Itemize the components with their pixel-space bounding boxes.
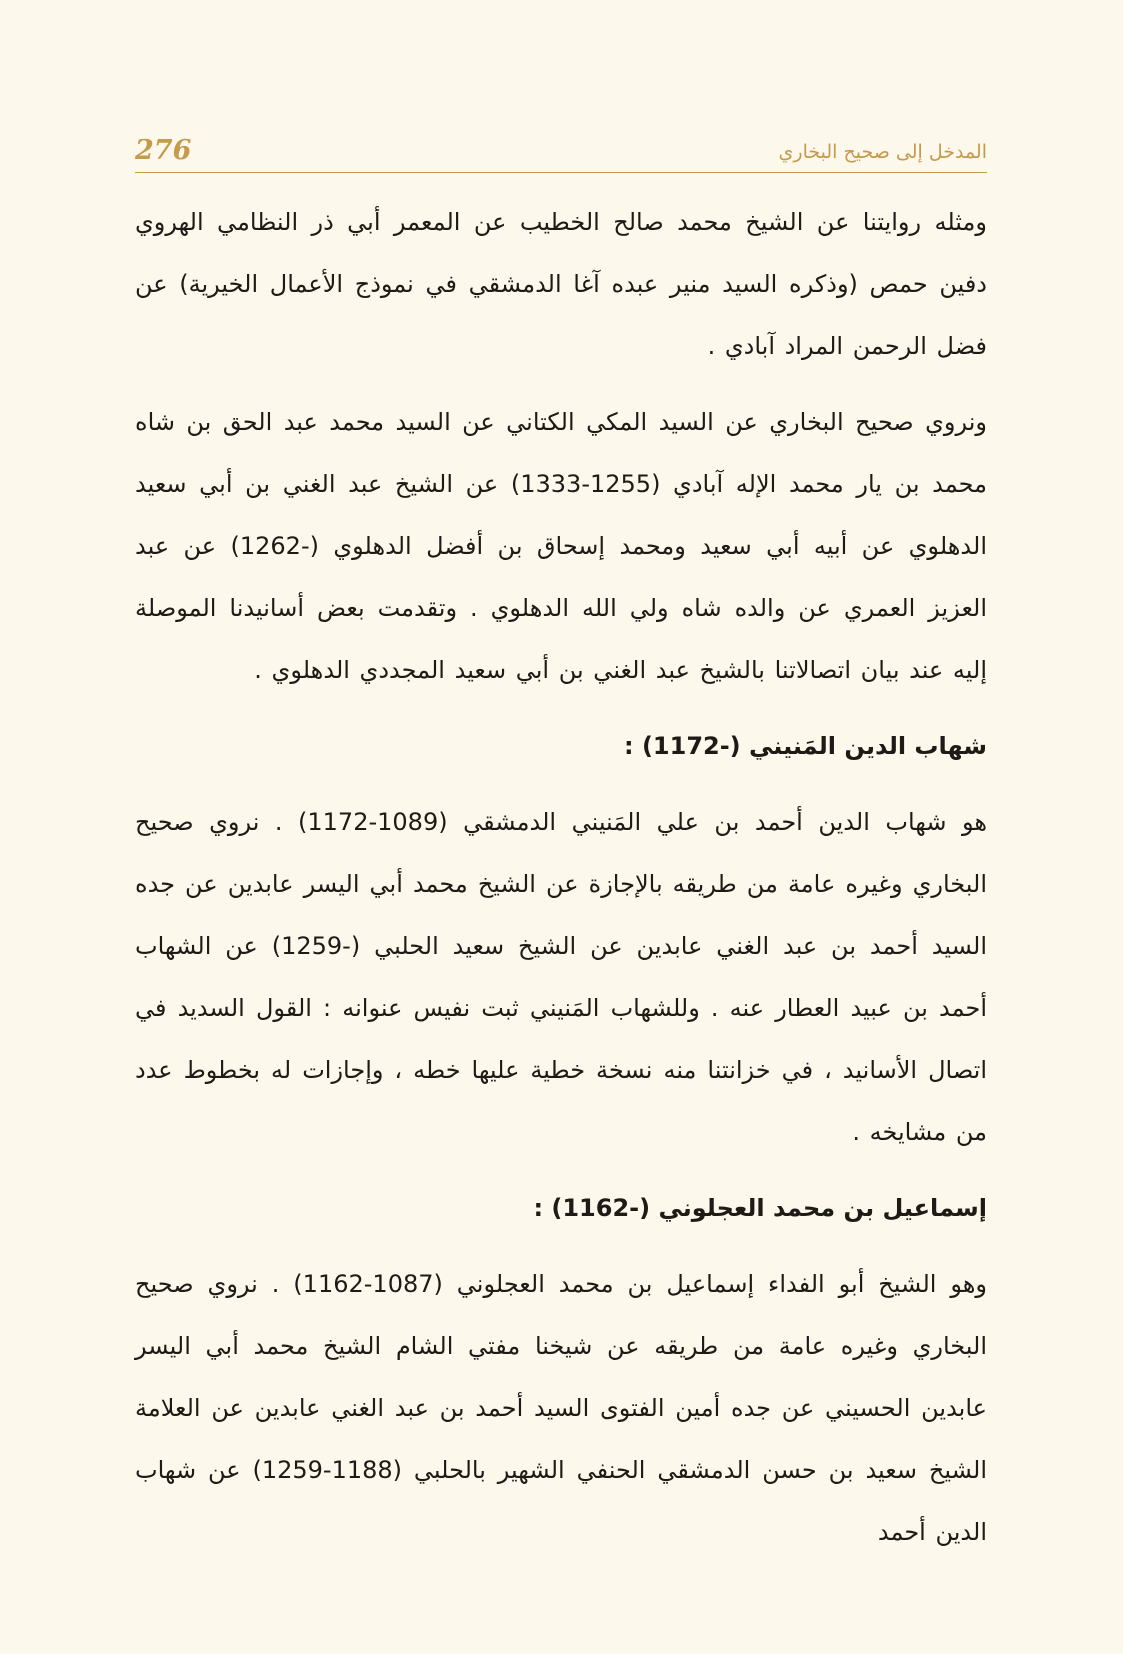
paragraph-2: ونروي صحيح البخاري عن السيد المكي الكتاني عن السيد محمد عبد الحق بن شاه محمد بن يار محمد الإله آبادي (1255-1333) عن الشيخ عبد الغني بن أبي سعيد الدهلوي عن أبيه أبي سعيد ومحمد إسحاق بن أفضل الدهلوي (-1262) عن عبد العزيز العمري عن والده شاه ولي الله الدهلوي . وتقدمت بعض أسانيدنا الموصلة إليه عند بيان اتصالاتنا بالشيخ عبد الغني بن أبي سعيد المجددي الدهلوي . xyxy=(135,408,988,684)
page-number: 276 xyxy=(135,135,192,166)
running-header xyxy=(135,128,987,173)
paragraph-1: ومثله روايتنا عن الشيخ محمد صالح الخطيب عن المعمر أبي ذر النظامي الهروي دفين حمص (وذكره السيد منير عبده آغا الدمشقي في نموذج الأعمال الخيرية) عن فضل الرحمن المراد آبادي . xyxy=(135,208,987,360)
book-title: المدخل إلى صحيح البخاري xyxy=(778,141,987,163)
section-heading-manini: شهاب الدين المَنيني (-1172) : xyxy=(624,732,987,760)
section-heading-ajluni: إسماعيل بن محمد العجلوني (-1162) : xyxy=(533,1194,987,1222)
paragraph-3: هو شهاب الدين أحمد بن علي المَنيني الدمشقي (1089-1172) . نروي صحيح البخاري وغيره عامة من طريقه بالإجازة عن الشيخ محمد أبي اليسر عابدين عن جده السيد أحمد بن عبد الغني عابدين عن الشيخ سعيد الحلبي (-1259) عن الشهاب أحمد بن عبيد العطار عنه . وللشهاب المَنيني ثبت نفيس عنوانه : القول السديد في اتصال الأسانيد ، في خزانتنا منه نسخة خطية عليها خطه ، وإجازات له بخطوط عدد من مشايخه . xyxy=(135,808,987,1146)
paragraph-4: وهو الشيخ أبو الفداء إسماعيل بن محمد العجلوني (1087-1162) . نروي صحيح البخاري وغيره عامة من طريقه عن شيخنا مفتي الشام الشيخ محمد أبي اليسر عابدين الحسيني عن جده أمين الفتوى السيد أحمد بن عبد الغني عابدين عن العلامة الشيخ سعيد بن حسن الدمشقي الحنفي الشهير بالحلبي (1188-1259) عن شهاب الدين أحمد xyxy=(135,1270,987,1546)
book-page xyxy=(135,128,987,1577)
body-text xyxy=(135,191,987,1563)
